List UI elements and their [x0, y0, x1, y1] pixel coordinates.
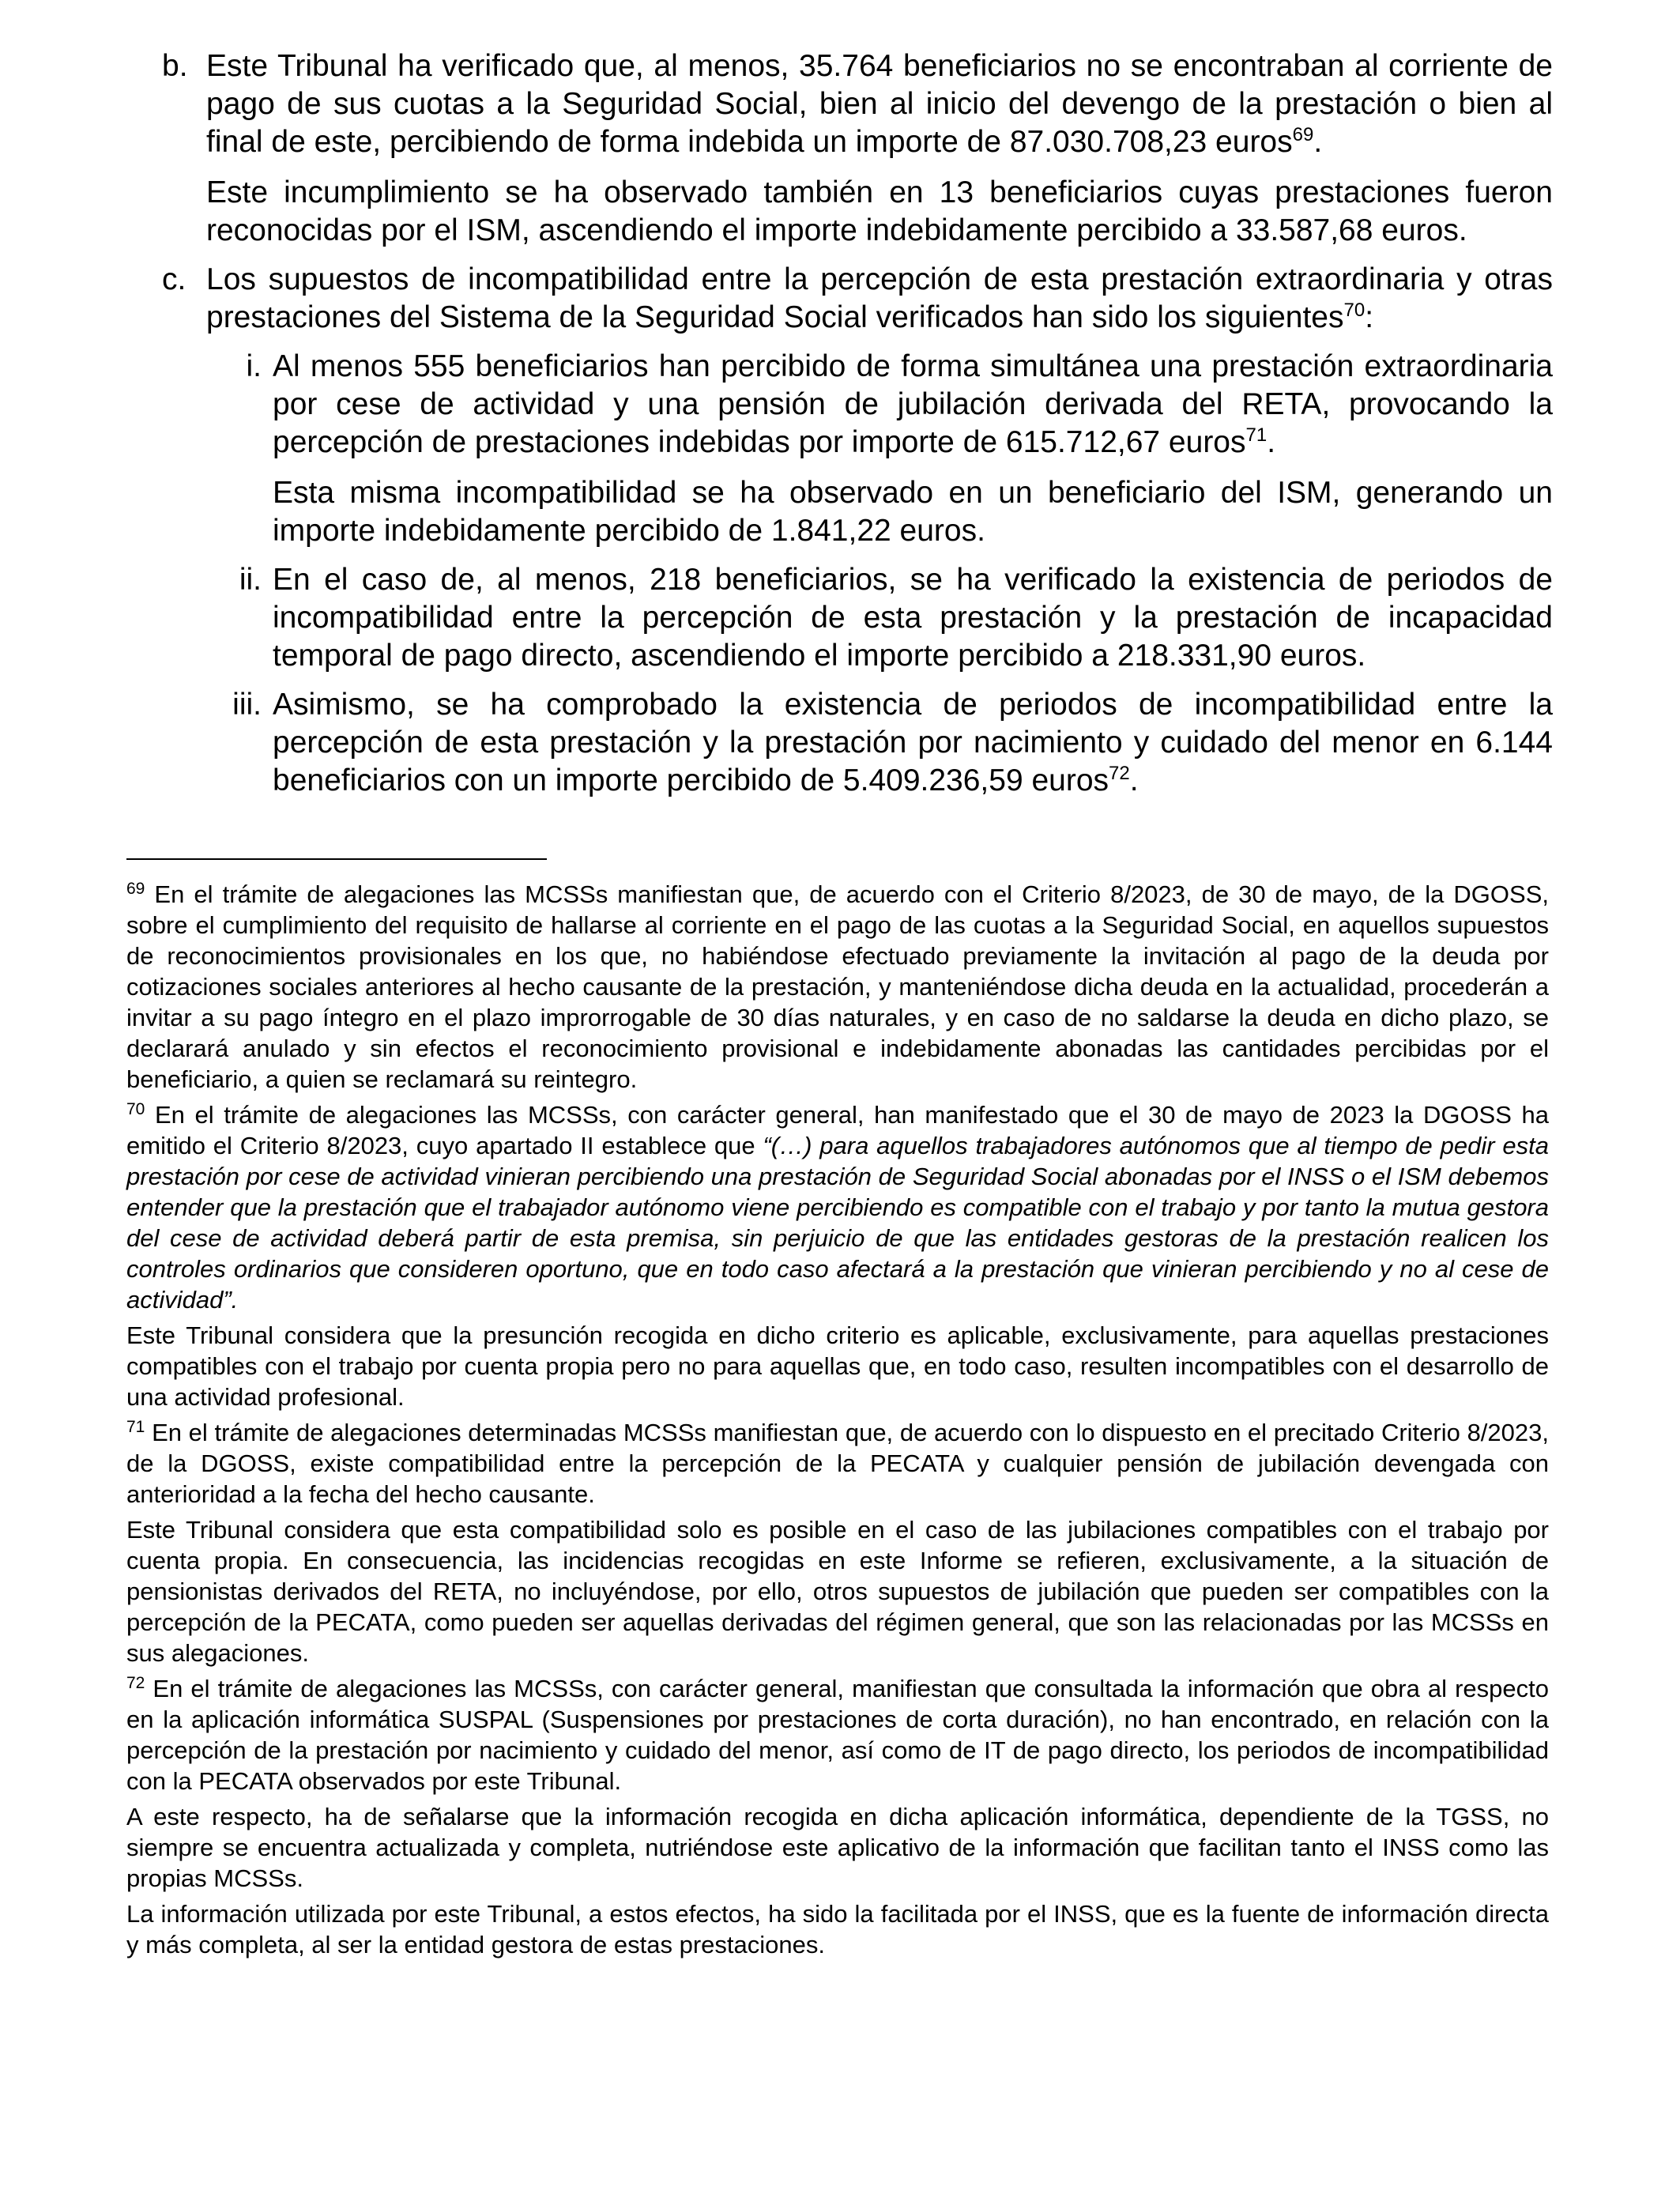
punctuation: :: [1365, 300, 1374, 334]
footnote-number: 69: [126, 880, 145, 898]
punctuation: .: [1129, 763, 1139, 797]
footnote-number: 70: [126, 1100, 145, 1118]
footnote-ref-70[interactable]: 70: [1343, 300, 1365, 321]
footnote-number: 71: [126, 1418, 145, 1436]
list-item-c-i: [206, 348, 1553, 550]
paragraph: Esta misma incompatibilidad se ha observado en un beneficiario del ISM, generando un importe indebidamente percibido de 1.841,22 euros.: [273, 476, 1553, 548]
footnote-text: En el trámite de alegaciones las MCSSs, con carácter general, han manifestado que el 30 de mayo de 2023 la DGOSS ha emitido el Criterio 8/2023, cuyo apartado II establece que: [126, 1101, 1549, 1159]
list-label: i.: [246, 349, 262, 383]
footnote-69: [126, 879, 1549, 1095]
paragraph: [206, 47, 1553, 161]
footnote-72-paragraph: A este respecto, ha de señalarse que la información recogida en dicha aplicación informática, dependiente de la TGSS, no siempre se encuentra actualizada y completa, nutriéndose este aplicativo de la información que facilitan tanto el INSS como las propias MCSSs.: [126, 1803, 1549, 1892]
footnote-text: En el trámite de alegaciones las MCSSs, con carácter general, manifiestan que consultada la información que obra al respecto en la aplicación informática SUSPAL (Suspensiones por prestaciones de corta duración), no han encontrado, en relación con la percepción de la prestación por nacimiento y cuidado del menor, así como de IT de pago directo, los periodos de incompatibilidad con la PECATA observados por este Tribunal.: [126, 1675, 1549, 1795]
footnote-72-paragraph: La información utilizada por este Tribunal, a estos efectos, ha sido la facilitada por el INSS, que es la fuente de información directa y más completa, al ser la entidad gestora de estas prestaciones.: [126, 1900, 1549, 1958]
list-label: iii.: [232, 688, 262, 722]
footnote-ref-72[interactable]: 72: [1109, 763, 1130, 784]
list-item-c: [162, 261, 1553, 337]
footnote-separator: [126, 858, 547, 860]
footnote-72: [126, 1673, 1549, 1796]
punctuation: .: [1267, 425, 1276, 459]
list-item-c-iii: [206, 686, 1553, 800]
paragraph: [206, 261, 1553, 337]
paragraph-text: Al menos 555 beneficiarios han percibido de forma simultánea una prestación extraordinaria por cese de actividad y una pensión de jubilación derivada del RETA, provocando la percepción de prestaciones indebidas por importe de 615.712,67 euros: [273, 349, 1553, 459]
list-item-body: [206, 47, 1553, 250]
list-label: c.: [162, 262, 186, 296]
paragraph-text: Este Tribunal ha verificado que, al menos, 35.764 beneficiarios no se encontraban al corriente de pago de sus cuotas a la Seguridad Social, bien al inicio del devengo de la prestación o bien al final de este, percibiendo de forma indebida un importe de 87.030.708,23 euros: [206, 49, 1553, 159]
footnote-71-paragraph: Este Tribunal considera que esta compatibilidad solo es posible en el caso de las jubilaciones compatibles con el trabajo por cuenta propia. En consecuencia, las incidencias recogidas en este Informe se refieren, exclusivamente, a la situación de pensionistas derivados del RETA, no incluyéndose, por ello, otros supuestos de jubilación que pueden ser compatibles con la percepción de la PECATA, como pueden ser aquellas derivadas del régimen general, que son las relacionadas por las MCSSs en sus alegaciones.: [126, 1516, 1549, 1667]
footnote-ref-69[interactable]: 69: [1292, 124, 1314, 145]
list-item-body: [273, 561, 1553, 675]
punctuation: .: [1313, 125, 1323, 159]
list-item-body: [273, 686, 1553, 800]
footnote-text: En el trámite de alegaciones las MCSSs manifiestan que, de acuerdo con el Criterio 8/2023, de 30 de mayo, de la DGOSS, sobre el cumplimiento del requisito de hallarse al corriente en el pago de las cuotas a la Seguridad Social, en aquellos supuestos de reconocimientos provisionales en los que, no habiéndose efectuado previamente la invitación al pago de la deuda por cotizaciones sociales anteriores al hecho causante de la prestación, y manteniéndose dicha deuda en la actualidad, procederán a invitar a su pago íntegro en el plazo improrrogable de 30 días naturales, y en caso de no saldarse la deuda en dicho plazo, se declarará anulado y sin efectos el reconocimiento provisional e indebidamente abonadas las cantidades percibidas por el beneficiario, a quien se reclamará su reintegro.: [126, 880, 1549, 1093]
list-item-body: [206, 261, 1553, 337]
footnote-number: 72: [126, 1674, 145, 1692]
footnote-ref-71[interactable]: 71: [1245, 424, 1268, 446]
list-item-c-ii: [206, 561, 1553, 675]
list-label: ii.: [239, 563, 262, 597]
paragraph-text: Los supuestos de incompatibilidad entre la percepción de esta prestación extraordinaria y otras prestaciones del Sistema de la Seguridad Social verificados han sido los siguientes: [206, 262, 1553, 334]
paragraph: Este incumplimiento se ha observado también en 13 beneficiarios cuyas prestaciones fueron reconocidas por el ISM, ascendiendo el importe indebidamente percibido a 33.587,68 euros.: [206, 175, 1553, 247]
footnote-71: [126, 1417, 1549, 1510]
footnote-70: [126, 1099, 1549, 1315]
paragraph: En el caso de, al menos, 218 beneficiarios, se ha verificado la existencia de periodos de incompatibilidad entre la percepción de esta prestación y la prestación de incapacidad temporal de pago directo, ascendiendo el importe percibido a 218.331,90 euros.: [273, 563, 1553, 673]
footnote-text: En el trámite de alegaciones determinadas MCSSs manifiestan que, de acuerdo con lo dispuesto en el precitado Criterio 8/2023, de la DGOSS, existe compatibilidad entre la percepción de la PECATA y cualquier pensión de jubilación devengada con anterioridad a la fecha del hecho causante.: [126, 1419, 1549, 1508]
list-item-b: [162, 47, 1553, 250]
footnote-70-paragraph: Este Tribunal considera que la presunción recogida en dicho criterio es aplicable, exclusivamente, para aquellas prestaciones compatibles con el trabajo por cuenta propia pero no para aquellas que, en todo caso, resulten incompatibles con el desarrollo de una actividad profesional.: [126, 1321, 1549, 1411]
main-text: [162, 47, 1553, 811]
list-item-body: [273, 348, 1553, 550]
paragraph: [273, 348, 1553, 462]
paragraph-text: Asimismo, se ha comprobado la existencia de periodos de incompatibilidad entre la percepción de esta prestación y la prestación por nacimiento y cuidado del menor en 6.144 beneficiarios con un importe percibido de 5.409.236,59 euros: [273, 688, 1553, 797]
footnotes: [126, 879, 1549, 1965]
footnote-quote: “(…) para aquellos trabajadores autónomos que al tiempo de pedir esta prestación por cese de actividad vinieran percibiendo una prestación de Seguridad Social abonadas por el INSS o el ISM debemos entender que la prestación que el trabajador autónomo viene percibiendo es compatible con el trabajo y por tanto la mutua gestora del cese de actividad deberá partir de esta premisa, sin perjuicio de que las entidades gestoras de la prestación realicen los controles ordinarios que consideren oportuno, que en todo caso afectará a la prestación que vinieran percibiendo y no al cese de actividad”.: [126, 1132, 1549, 1314]
paragraph: [273, 686, 1553, 800]
list-label: b.: [162, 49, 188, 83]
